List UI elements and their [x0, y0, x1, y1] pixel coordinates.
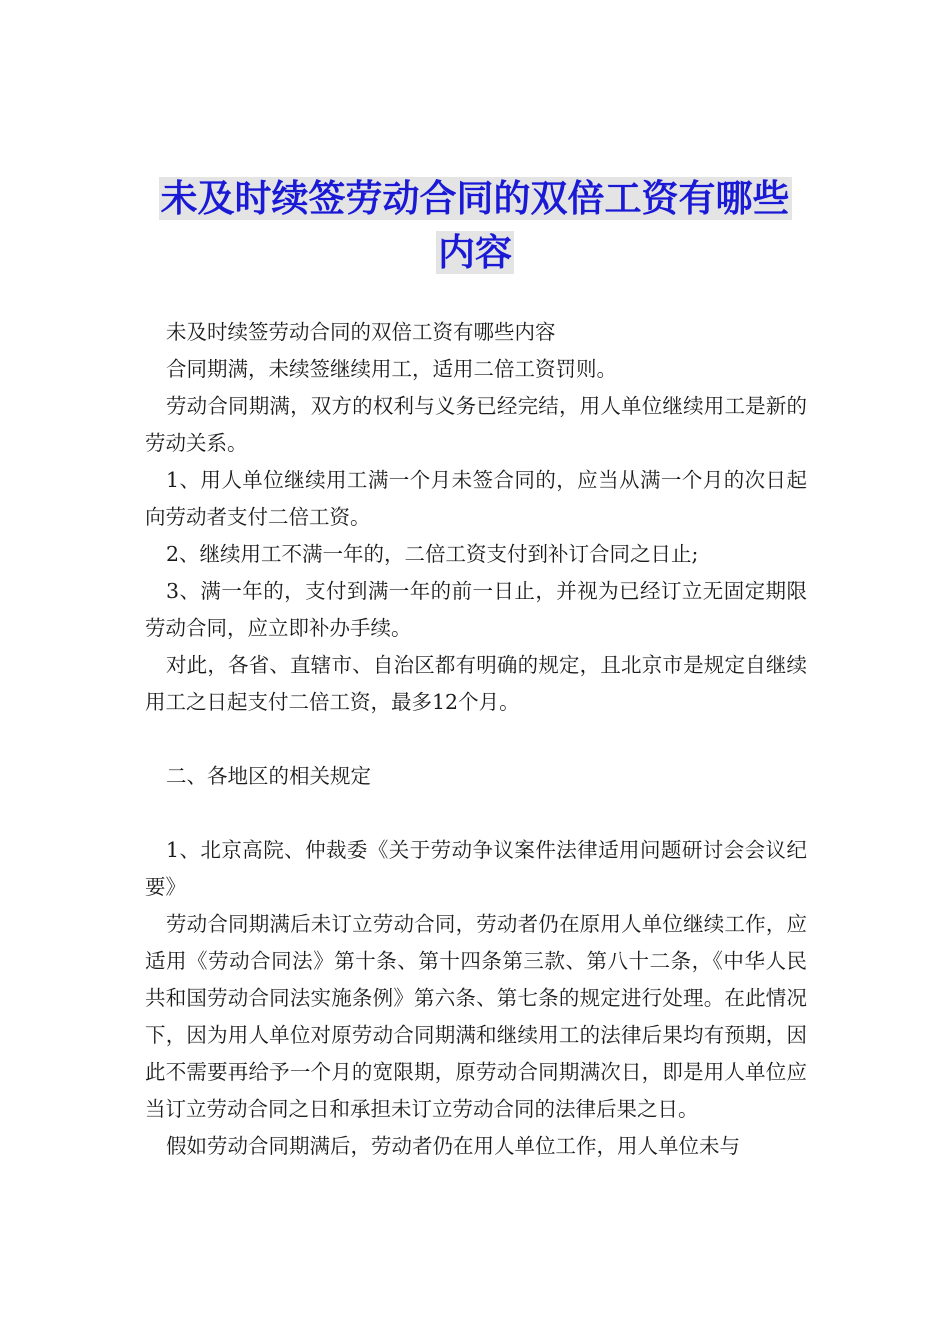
title-line-1: 未及时续签劳动合同的双倍工资有哪些: [160, 177, 790, 220]
paragraph: 1、北京高院、仲裁委《关于劳动争议案件法律适用问题研讨会会议纪要》: [145, 838, 807, 899]
blank-line: [145, 795, 807, 832]
blank-line: [145, 721, 807, 758]
paragraph: 未及时续签劳动合同的双倍工资有哪些内容: [166, 320, 556, 344]
paragraph: 1、用人单位继续用工满一个月未签合同的，应当从满一个月的次日起向劳动者支付二倍工资。: [145, 468, 807, 529]
title-line-2: 内容: [438, 231, 512, 274]
document-body: [145, 314, 807, 1165]
paragraph: 合同期满，未续签继续用工，适用二倍工资罚则。: [166, 357, 617, 381]
paragraph: 3、满一年的，支付到满一年的前一日止，并视为已经订立无固定期限劳动合同，应立即补办手续。: [145, 579, 807, 640]
paragraph: 2、继续用工不满一年的，二倍工资支付到补订合同之日止;: [166, 542, 699, 566]
paragraph: 劳动合同期满后未订立劳动合同，劳动者仍在原用人单位继续工作，应适用《劳动合同法》第十条、第十四条第三款、第八十二条，《中华人民共和国劳动合同法实施条例》第六条、第七条的规定进行处理。在此情况下，因为用人单位对原劳动合同期满和继续用工的法律后果均有预期，因此不需要再给予一个月的宽限期，原劳动合同期满次日，即是用人单位应当订立劳动合同之日和承担未订立劳动合同的法律后果之日。: [145, 912, 807, 1121]
section-heading: 二、各地区的相关规定: [166, 764, 371, 788]
paragraph: 劳动合同期满，双方的权利与义务已经完结，用人单位继续用工是新的劳动关系。: [145, 394, 807, 455]
paragraph: 对此，各省、直辖市、自治区都有明确的规定，且北京市是规定自继续用工之日起支付二倍工资，最多12个月。: [145, 653, 807, 714]
paragraph: 假如劳动合同期满后，劳动者仍在用人单位工作，用人单位未与: [166, 1134, 740, 1158]
document-title: [140, 172, 810, 280]
